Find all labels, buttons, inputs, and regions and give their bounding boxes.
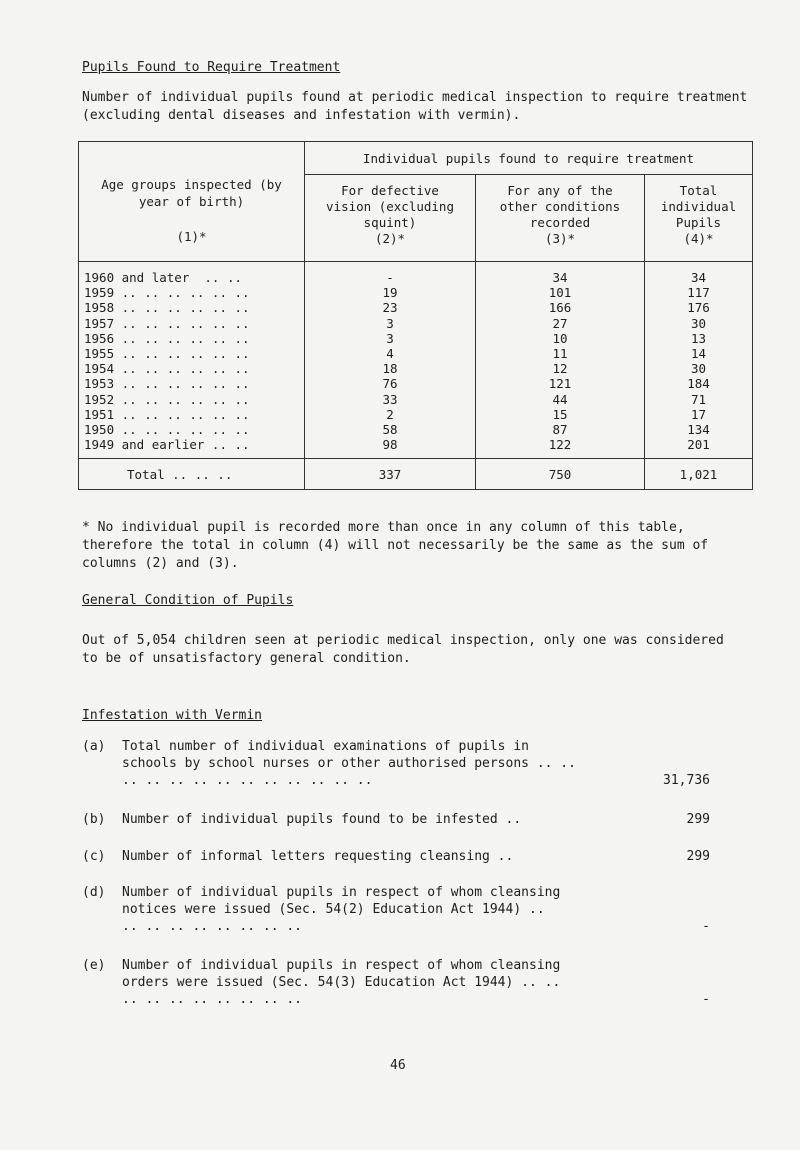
value-cell: 76 [382, 376, 398, 392]
infestation-item-b [82, 811, 762, 829]
age-cell: 1952 .. .. .. .. .. .. [84, 391, 250, 407]
value-cell: 166 [548, 300, 572, 316]
section-heading-treatment: Pupils Found to Require Treatment [82, 60, 341, 75]
value-cell: 17 [690, 406, 707, 422]
age-cell: 1954 .. .. .. .. .. .. [84, 361, 250, 377]
total-label: Total .. .. .. [79, 459, 305, 490]
value-cell: 34 [552, 270, 568, 285]
item-label: (c) [82, 849, 106, 864]
col3-header-cell [476, 175, 645, 262]
value-cell: 2 [386, 406, 394, 422]
age-cell: 1953 .. .. .. .. .. .. [84, 376, 250, 392]
value-cell: 87 [552, 421, 568, 437]
value-cell: 33 [382, 391, 398, 407]
value-cell: 134 [687, 421, 710, 437]
col4-header: Total individual Pupils [660, 183, 737, 230]
age-cell: 1959 .. .. .. .. .. .. [84, 285, 250, 301]
col3-number: (3)* [544, 231, 576, 246]
age-cell: 1951 .. .. .. .. .. .. [84, 406, 250, 422]
col2-header-cell [305, 175, 476, 262]
page-number: 46 [390, 1058, 406, 1073]
item-value: 299 [686, 849, 710, 864]
value-cell: 98 [382, 437, 398, 453]
total-pupils: 1,021 [645, 459, 753, 490]
value-cell: 121 [548, 376, 572, 392]
item-value: - [702, 919, 710, 934]
age-cell: 1949 and earlier .. .. [84, 437, 250, 453]
infestation-item-d [82, 884, 762, 940]
col2-header: For defective vision (excluding squint) [326, 183, 454, 230]
age-col-number: (1)* [176, 229, 207, 244]
value-cell: 3 [386, 315, 394, 331]
item-label: (d) [82, 885, 106, 900]
item-label: (b) [82, 812, 106, 827]
col3-header: For any of the other conditions recorded [499, 183, 621, 230]
section-heading-general: General Condition of Pupils [82, 593, 294, 608]
value-cell: 58 [382, 421, 398, 437]
value-cell: 117 [687, 285, 710, 301]
value-cell: 19 [382, 285, 398, 301]
total-pupils-column [645, 262, 753, 459]
item-value: - [702, 992, 710, 1007]
span-header: Individual pupils found to require treatment [305, 142, 753, 175]
value-cell: 11 [552, 345, 568, 361]
item-value: 299 [686, 812, 710, 827]
general-condition-text: Out of 5,054 children seen at periodic medical inspection, only one was considered to be of unsatisfactory general condition. [82, 633, 724, 666]
item-text: Total number of individual examinations of pupils in schools by school nurses or other authorised persons .. .. .. .. .. .. .. .. .. .. .. .. .. [122, 739, 576, 788]
age-cell: 1960 and later .. .. [84, 270, 243, 285]
total-other: 750 [476, 459, 645, 490]
item-text: Number of individual pupils in respect of whom cleansing orders were issued (Sec. 54(3) Education Act 1944) .. .. .. .. .. .. .. .. .. .. [122, 958, 561, 1007]
value-cell: 30 [690, 315, 707, 331]
value-cell: 44 [552, 391, 568, 407]
value-cell: - [386, 270, 394, 285]
table-footnote: * No individual pupil is recorded more than once in any column of this table, therefore the total in column (4) will not necessarily be the same as the sum of columns (2) and (3). [82, 520, 709, 571]
value-cell: 14 [690, 345, 707, 361]
item-text: Number of informal letters requesting cleansing .. [122, 849, 514, 864]
item-text: Number of individual pupils in respect of whom cleansing notices were issued (Sec. 54(2) Education Act 1944) .. .. .. .. .. .. .. .. .. [122, 885, 561, 934]
col4-number: (4)* [683, 231, 714, 246]
value-cell: 4 [386, 345, 394, 361]
value-cell: 176 [687, 300, 710, 316]
value-cell: 15 [552, 406, 568, 422]
age-cell: 1955 .. .. .. .. .. .. [84, 345, 250, 361]
infestation-item-e [82, 957, 762, 1013]
infestation-item-a [82, 738, 762, 794]
other-conditions-column [476, 262, 645, 459]
value-cell: 34 [690, 270, 707, 285]
age-cell: 1957 .. .. .. .. .. .. [84, 315, 250, 331]
item-value: 31,736 [663, 773, 710, 788]
item-label: (a) [82, 739, 106, 754]
value-cell: 101 [548, 285, 572, 301]
value-cell: 23 [382, 300, 398, 316]
age-header-cell [79, 142, 305, 262]
value-cell: 12 [552, 361, 568, 377]
value-cell: 27 [552, 315, 568, 331]
age-cell: 1956 .. .. .. .. .. .. [84, 330, 250, 346]
value-cell: 122 [548, 437, 572, 453]
col4-header-cell [645, 175, 753, 262]
value-cell: 201 [687, 437, 710, 453]
value-cell: 13 [690, 330, 707, 346]
infestation-item-c [82, 848, 762, 866]
age-header: Age groups inspected (by year of birth) [101, 177, 282, 209]
value-cell: 184 [687, 376, 710, 392]
total-vision: 337 [305, 459, 476, 490]
value-cell: 3 [386, 330, 394, 346]
vision-column [305, 262, 476, 459]
age-column [79, 262, 305, 459]
item-label: (e) [82, 958, 106, 973]
section-heading-infestation: Infestation with Vermin [82, 708, 263, 723]
age-cell: 1958 .. .. .. .. .. .. [84, 300, 250, 316]
value-cell: 18 [382, 361, 398, 377]
col2-number: (2)* [374, 231, 406, 246]
intro-paragraph: Number of individual pupils found at periodic medical inspection to require treatment (excluding dental diseases and infestation with vermin). [82, 90, 748, 123]
value-cell: 10 [552, 330, 568, 346]
item-text: Number of individual pupils found to be infested .. [122, 812, 522, 827]
value-cell: 71 [690, 391, 707, 407]
treatment-table [78, 141, 753, 490]
age-cell: 1950 .. .. .. .. .. .. [84, 421, 250, 437]
value-cell: 30 [690, 361, 707, 377]
